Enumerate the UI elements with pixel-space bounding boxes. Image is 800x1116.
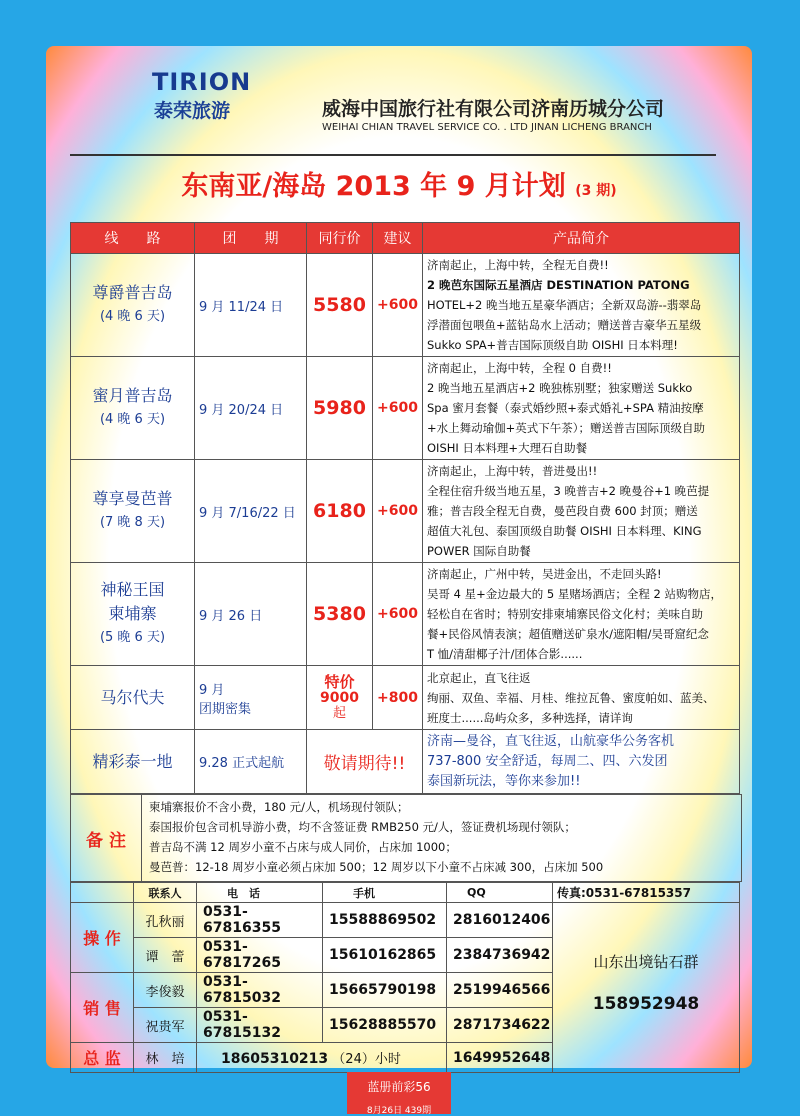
contact-row: 操 作 孔秋丽 0531-67816355 15588869502 2816012406 山东出境钻石群 158952948 (71, 903, 740, 938)
col-period: 团 期 (195, 223, 307, 254)
company-name: 威海中国旅行社有限公司济南历城分公司 (322, 98, 665, 120)
route-nights: (7 晚 8 天) (99, 515, 166, 530)
tour-period: 9.28 正式起航 (195, 730, 307, 794)
title-suffix: (3 期) (575, 183, 617, 199)
route-name: 尊爵普吉岛 (92, 283, 173, 302)
table-row (71, 730, 740, 794)
route-name: 蜜月普吉岛 (92, 386, 173, 405)
tour-description: 济南起止，上海中转，普进曼出!! 全程住宿升级当地五星，3 晚普吉+2 晚曼谷+1 晚芭提 雅；普吉段全程无自费，曼芭段自费 600 封顶；赠送 超值大礼包、泰国顶级自助餐 OISHI 日本料理、KING POWER 国际自助餐 (423, 460, 740, 563)
role-sales: 销 售 (71, 973, 134, 1043)
route-nights: (5 晚 6 天) (99, 630, 166, 645)
role-ops: 操 作 (71, 903, 134, 973)
contacts-table (70, 882, 740, 1073)
footer-line2: 8月26日 439期 (366, 1106, 432, 1116)
table-row (71, 254, 740, 357)
tour-suggest: +600 (373, 563, 423, 666)
route-nights: (4 晚 6 天) (99, 309, 166, 324)
footer-tag (347, 1072, 451, 1114)
contact-row: 祝贵军 0531-67815132 15628885570 2871734622 (71, 1008, 740, 1043)
table-header (71, 223, 740, 254)
tour-description: 济南起止，上海中转，全程无自费!! 2 晚芭东国际五星酒店 DESTINATION PATONG HOTEL+2 晚当地五星豪华酒店；全新双岛游--翡翠岛 浮潜面包喂鱼+蓝钻岛水上活动；赠送普吉豪华五星级 Sukko SPA+普吉国际顶级自助 OISHI 日本料理! (423, 254, 740, 357)
group-number: 158952948 (592, 994, 700, 1014)
hdr-phone: 电 话 (197, 883, 323, 903)
footer-line1: 蓝册前彩56 (367, 1080, 431, 1094)
notes-text: 柬埔寨报价不含小费，180 元/人，机场现付领队； 泰国报价包含司机导游小费，均不含签证费 RMB250 元/人，签证费机场现付领队； 普吉岛不满 12 周岁小童不占床与成人同价，占床加 1000； 曼芭普：12-18 周岁小童必须占床加 500；12 周岁以下小童不占床减 300，占床加 500 (149, 800, 604, 874)
hdr-contact: 联系人 (134, 883, 197, 903)
group-label: 山东出境钻石群 (593, 953, 699, 971)
tour-period: 9 月 20/24 日 (195, 357, 307, 460)
tour-description: 济南—曼谷，直飞往返，山航豪华公务客机 737-800 安全舒适，每周二、四、六发团 泰国新玩法，等你来参加!! (423, 730, 740, 794)
group-box (553, 903, 740, 1073)
hdr-mobile: 手机 (323, 883, 447, 903)
col-route: 线 路 (71, 223, 195, 254)
tour-price: 6180 (307, 460, 373, 563)
tour-suggest: +600 (373, 357, 423, 460)
tour-price: 5380 (307, 563, 373, 666)
tour-price: 9000 (320, 689, 359, 706)
director-hours: （24）小时 (332, 1052, 401, 1067)
header-divider (70, 154, 716, 156)
table-row (71, 460, 740, 563)
col-intro: 产品简介 (423, 223, 740, 254)
route-name: 精彩泰一地 (71, 730, 195, 794)
contact-row: 总 监 林 培 18605310213 （24）小时 1649952648 (71, 1043, 740, 1073)
logo-chinese: 泰荣旅游 (154, 100, 231, 122)
tour-description: 济南起止，广州中转，吴进金出，不走回头路! 吴哥 4 星+金边最大的 5 星赌场酒店；全程 2 站购物店， 轻松自在省时；特别安排柬埔寨民俗文化村；美味自助 餐+民俗风情表演；超值赠送矿泉水/遮阳帽/吴哥窟纪念 T 恤/清甜椰子汁/团体合影...... (423, 563, 740, 666)
route-name-line2: 柬埔寨 (108, 604, 157, 623)
tour-period-note: 团期密集 (199, 701, 252, 717)
director-qq: 1649952648 (447, 1043, 553, 1073)
hdr-qq: QQ (447, 883, 553, 903)
director-phone: 18605310213 (221, 1051, 329, 1067)
notes-label: 备 注 (71, 795, 142, 881)
contact-row: 谭 蕾 0531-67817265 15610162865 2384736942 (71, 938, 740, 973)
coming-soon: 敬请期待!! (307, 730, 423, 794)
table-row (71, 357, 740, 460)
page-title (46, 164, 752, 203)
price-label: 特价 (324, 672, 355, 691)
table-row (71, 666, 740, 730)
notes-box (70, 794, 742, 882)
tour-period: 9 月 11/24 日 (195, 254, 307, 357)
tour-description: 济南起止，上海中转，全程 0 自费!! 2 晚当地五星酒店+2 晚独栋别墅；独家赠送 Sukko Spa 蜜月套餐（泰式婚纱照+泰式婚礼+SPA 精油按摩 +水上舞动瑜伽+英式下午茶）；赠送普吉国际顶级自助 OISHI 日本料理+大理石自助餐 (423, 357, 740, 460)
table-row (71, 563, 740, 666)
company-name-en: WEIHAI CHIAN TRAVEL SERVICE CO. . LTD JINAN LICHENG BRANCH (322, 122, 652, 133)
tour-description: 北京起止，直飞往返 绚丽、双鱼、幸福、月桂、维拉瓦鲁、蜜度帕如、蓝美、 班度士......岛屿众多，多种选择，请详询 (423, 666, 740, 730)
tour-suggest: +800 (373, 666, 423, 730)
tour-period: 9 月 7/16/22 日 (195, 460, 307, 563)
tour-price: 5580 (307, 254, 373, 357)
logo-text: TIRION (152, 68, 252, 96)
route-name: 尊享曼芭普 (92, 489, 173, 508)
col-suggest: 建议 (373, 223, 423, 254)
col-price: 同行价 (307, 223, 373, 254)
contact-row: 销 售 李俊毅 0531-67815032 15665790198 2519946566 (71, 973, 740, 1008)
route-name: 神秘王国 (100, 580, 165, 599)
flyer-card (46, 46, 752, 1068)
title-main: 东南亚/海岛 2013 年 9 月计划 (181, 171, 566, 202)
tour-suggest: +600 (373, 254, 423, 357)
role-director: 总 监 (71, 1043, 134, 1073)
contacts-header (71, 883, 740, 903)
route-name: 马尔代夫 (71, 666, 195, 730)
tour-period: 9 月 26 日 (195, 563, 307, 666)
tour-table (70, 222, 740, 794)
tour-period: 9 月 (199, 682, 225, 698)
tour-suggest: +600 (373, 460, 423, 563)
hdr-fax: 传真:0531-67815357 (553, 883, 740, 903)
route-nights: (4 晚 6 天) (99, 412, 166, 427)
price-unit: 起 (332, 705, 346, 721)
tour-price: 5980 (307, 357, 373, 460)
